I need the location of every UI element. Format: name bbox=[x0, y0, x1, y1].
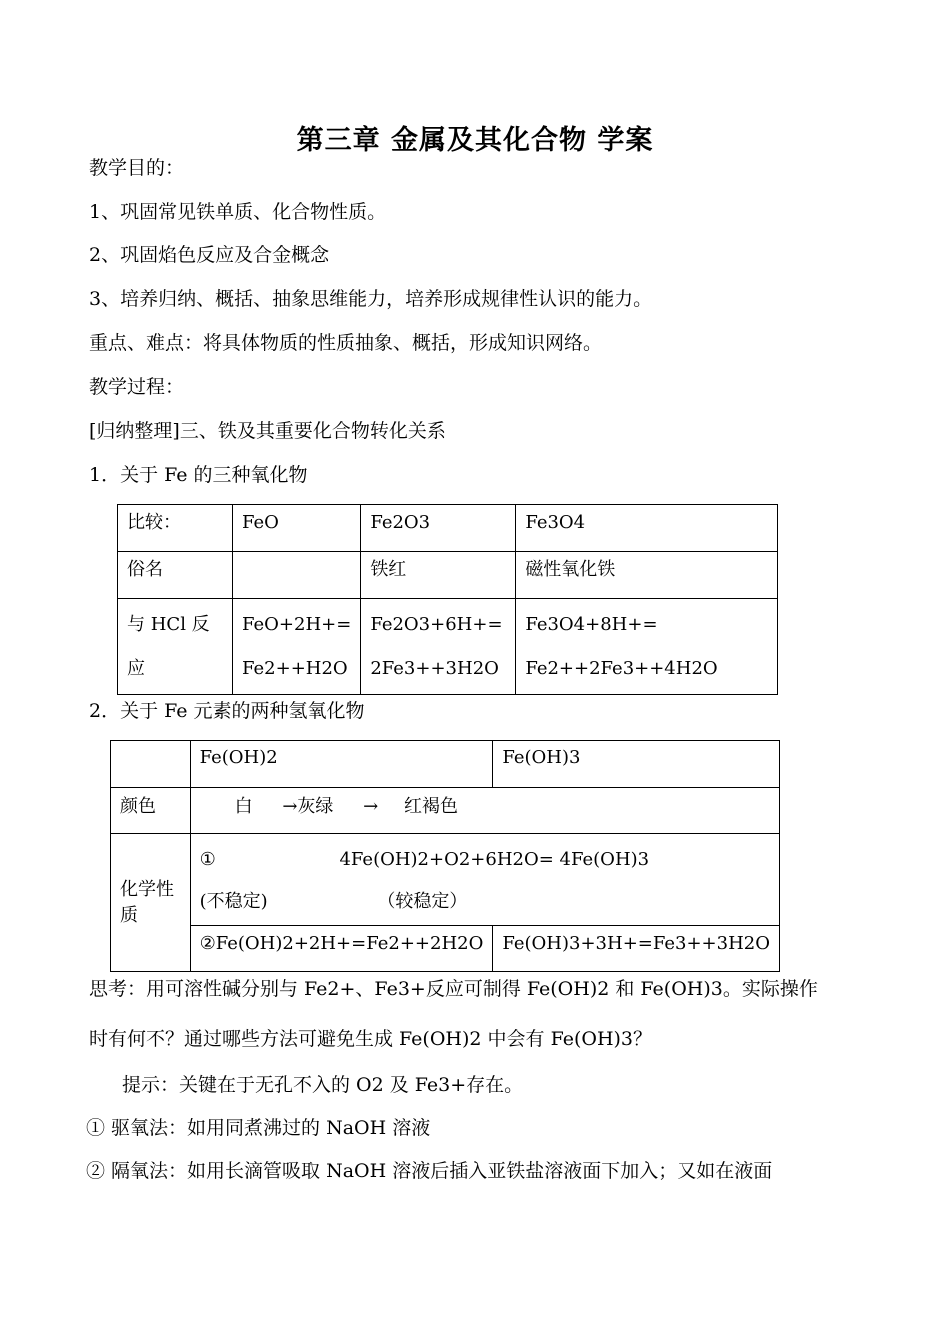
oxides-row-name-feo bbox=[233, 552, 361, 599]
key-points: 重点、难点：将具体物质的性质抽象、概括，形成知识网络。 bbox=[89, 332, 603, 354]
feo-reaction-line2: Fe2++H2O bbox=[242, 658, 348, 679]
oxides-table bbox=[117, 504, 778, 695]
hint-text: 提示：关键在于无孔不入的 O2 及 Fe3+存在。 bbox=[122, 1074, 524, 1096]
oxides-row-name-fe2o3: 铁红 bbox=[361, 552, 516, 599]
color-white: 白 bbox=[234, 796, 253, 817]
hydroxides-table bbox=[110, 740, 780, 972]
hydroxides-header-feoh3: Fe(OH)3 bbox=[493, 741, 780, 788]
hydroxides-header-feoh2: Fe(OH)2 bbox=[190, 741, 493, 788]
stability-line bbox=[200, 881, 770, 923]
oxides-row-hcl-label bbox=[118, 599, 233, 695]
feoh3-acid-reaction: Fe(OH)3+3H+=Fe3++3H2O bbox=[493, 926, 780, 972]
think-question-line1: 思考：用可溶性碱分别与 Fe2+、Fe3+反应可制得 Fe(OH)2 和 Fe(OH)3。实际操作 bbox=[89, 978, 818, 1000]
subheading-oxides: 1．关于 Fe 的三种氧化物 bbox=[89, 464, 308, 486]
objective-1: 1、巩固常见铁单质、化合物性质。 bbox=[89, 201, 387, 223]
feo-reaction-line1: FeO+2H+= bbox=[242, 614, 352, 635]
oxides-row-hcl-label-line2: 应 bbox=[127, 658, 145, 679]
oxides-row-name-fe3o4: 磁性氧化铁 bbox=[516, 552, 778, 599]
oxides-row-hcl-fe3o4 bbox=[516, 599, 778, 695]
objective-2: 2、巩固焰色反应及合金概念 bbox=[89, 244, 330, 266]
hydroxides-header-empty bbox=[111, 741, 191, 788]
feoh2-acid-reaction: ②Fe(OH)2+2H+=Fe2++2H2O bbox=[190, 926, 493, 972]
hydroxides-chem-label: 化学性质 bbox=[111, 834, 191, 972]
oxides-row-hcl-feo bbox=[233, 599, 361, 695]
fe3o4-reaction-line1: Fe3O4+8H+= bbox=[525, 614, 658, 635]
color-arrow: → bbox=[363, 796, 379, 817]
objectives-heading: 教学目的： bbox=[89, 157, 185, 179]
objective-3: 3、培养归纳、概括、抽象思维能力，培养形成规律性认识的能力。 bbox=[89, 288, 653, 310]
color-red-brown: 红褐色 bbox=[403, 796, 458, 817]
stability-unstable: (不稳定) bbox=[199, 891, 268, 912]
oxidation-equation-line bbox=[200, 839, 770, 881]
oxides-row-hcl-label-line1: 与 HCl 反 bbox=[127, 614, 210, 635]
oxides-header-fe2o3: Fe2O3 bbox=[361, 505, 516, 552]
think-question-line2: 时有何不？通过哪些方法可避免生成 Fe(OH)2 中会有 Fe(OH)3？ bbox=[89, 1028, 653, 1050]
page-title: 第三章 金属及其化合物 学案 bbox=[296, 125, 654, 156]
process-heading: 教学过程： bbox=[89, 376, 185, 398]
fe2o3-reaction-line2: 2Fe3++3H2O bbox=[370, 658, 499, 679]
hydroxides-oxidation-cell bbox=[190, 834, 779, 926]
section-heading: [归纳整理]三、铁及其重要化合物转化关系 bbox=[89, 420, 446, 442]
fe2o3-reaction-line1: Fe2O3+6H+= bbox=[370, 614, 503, 635]
oxides-header-compare: 比较： bbox=[118, 505, 233, 552]
stability-stable: （较稳定） bbox=[377, 891, 468, 912]
circle-one-marker: ① bbox=[199, 849, 216, 870]
oxides-row-hcl-fe2o3 bbox=[361, 599, 516, 695]
method-isolate-oxygen: ② 隔氧法：如用长滴管吸取 NaOH 溶液后插入亚铁盐溶液面下加入；又如在液面 bbox=[86, 1160, 773, 1182]
oxides-row-name-label: 俗名 bbox=[118, 552, 233, 599]
oxidation-equation: 4Fe(OH)2+O2+6H2O= 4Fe(OH)3 bbox=[339, 849, 650, 870]
hydroxides-color-label: 颜色 bbox=[111, 788, 191, 834]
subheading-hydroxides: 2．关于 Fe 元素的两种氢氧化物 bbox=[89, 700, 365, 722]
fe3o4-reaction-line2: Fe2++2Fe3++4H2O bbox=[525, 658, 718, 679]
method-deoxygenate: ① 驱氧法：如用同煮沸过的 NaOH 溶液 bbox=[86, 1117, 431, 1139]
color-grey-green: →灰绿 bbox=[282, 796, 334, 817]
oxides-header-feo: FeO bbox=[233, 505, 361, 552]
oxides-header-fe3o4: Fe3O4 bbox=[516, 505, 778, 552]
hydroxides-color-cell bbox=[190, 788, 779, 834]
